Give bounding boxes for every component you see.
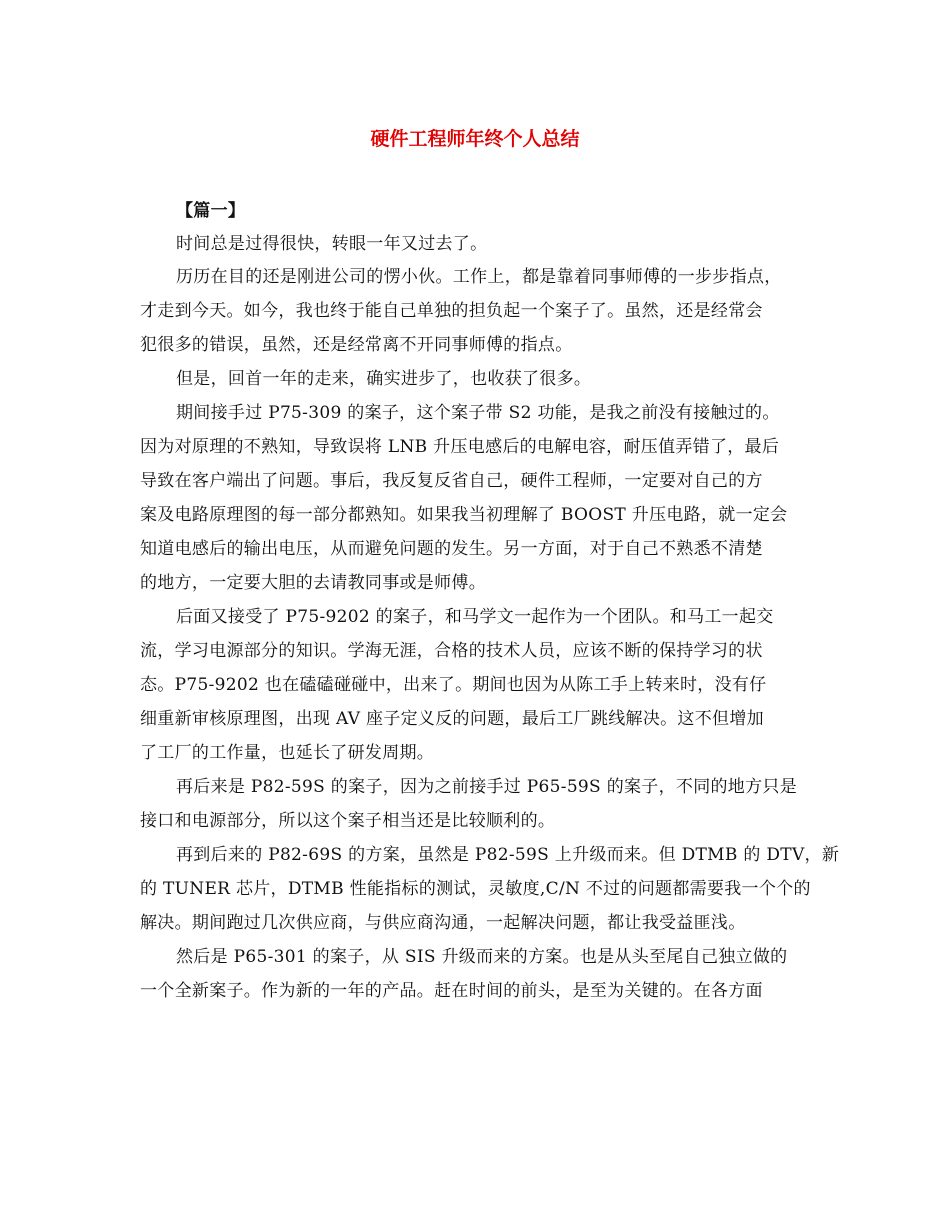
text-line: 再后来是 P82-59S 的案子，因为之前接手过 P65-59S 的案子，不同的地方只是	[176, 777, 797, 797]
text-line: 期间接手过 P75-309 的案子，这个案子带 S2 功能，是我之前没有接触过的。	[176, 403, 780, 423]
text-line: 再到后来的 P82-69S 的方案，虽然是 P82-59S 上升级而来。但 DTMB 的 DTV，新	[176, 845, 840, 865]
section-heading: 【篇一】	[176, 201, 246, 221]
text-line: 因为对原理的不熟知，导致误将 LNB 升压电感后的电解电容，耐压值弄错了，最后	[140, 437, 780, 457]
document-title: 硬件工程师年终个人总结	[370, 128, 580, 150]
text-line: 解决。期间跑过几次供应商，与供应商沟通，一起解决问题，都让我受益匪浅。	[140, 913, 746, 933]
text-line: 案及电路原理图的每一部分都熟知。如果我当初理解了 BOOST 升压电路，就一定会	[140, 505, 788, 525]
text-line: 的 TUNER 芯片，DTMB 性能指标的测试，灵敏度,C/N 不过的问题都需要我一个个的	[140, 879, 811, 899]
text-line: 一个全新案子。作为新的一年的产品。赶在时间的前头，是至为关键的。在各方面	[140, 981, 763, 1001]
text-line: 时间总是过得很快，转眼一年又过去了。	[176, 234, 488, 254]
text-line: 流，学习电源部分的知识。学海无涯，合格的技术人员，应该不断的保持学习的状	[140, 641, 763, 661]
text-line: 然后是 P65-301 的案子，从 SIS 升级而来的方案。也是从头至尾自己独立做的	[176, 947, 788, 967]
text-line: 才走到今天。如今，我也终于能自己单独的担负起一个案子了。虽然，还是经常会	[140, 301, 763, 321]
text-line: 接口和电源部分，所以这个案子相当还是比较顺利的。	[140, 811, 556, 831]
text-line: 导致在客户端出了问题。事后，我反复反省自己，硬件工程师，一定要对自己的方	[140, 471, 763, 491]
text-line: 态。P75-9202 也在磕磕碰碰中，出来了。期间也因为从陈工手上转来时，没有仔	[140, 675, 767, 695]
text-line: 知道电感后的输出电压，从而避免问题的发生。另一方面，对于自己不熟悉不清楚	[140, 539, 763, 559]
text-line: 细重新审核原理图，出现 AV 座子定义反的问题，最后工厂跳线解决。这不但增加	[140, 709, 764, 729]
text-line: 后面又接受了 P75-9202 的案子，和马学文一起作为一个团队。和马工一起交	[176, 607, 774, 627]
text-line: 犯很多的错误，虽然，还是经常离不开同事师傅的指点。	[140, 335, 573, 355]
text-line: 历历在目的还是刚进公司的愣小伙。工作上，都是靠着同事师傅的一步步指点，	[176, 267, 782, 287]
text-line: 但是，回首一年的走来，确实进步了，也收获了很多。	[176, 369, 592, 389]
text-line: 了工厂的工作量，也延长了研发周期。	[140, 743, 435, 763]
text-line: 的地方，一定要大胆的去请教同事或是师傅。	[140, 573, 486, 593]
